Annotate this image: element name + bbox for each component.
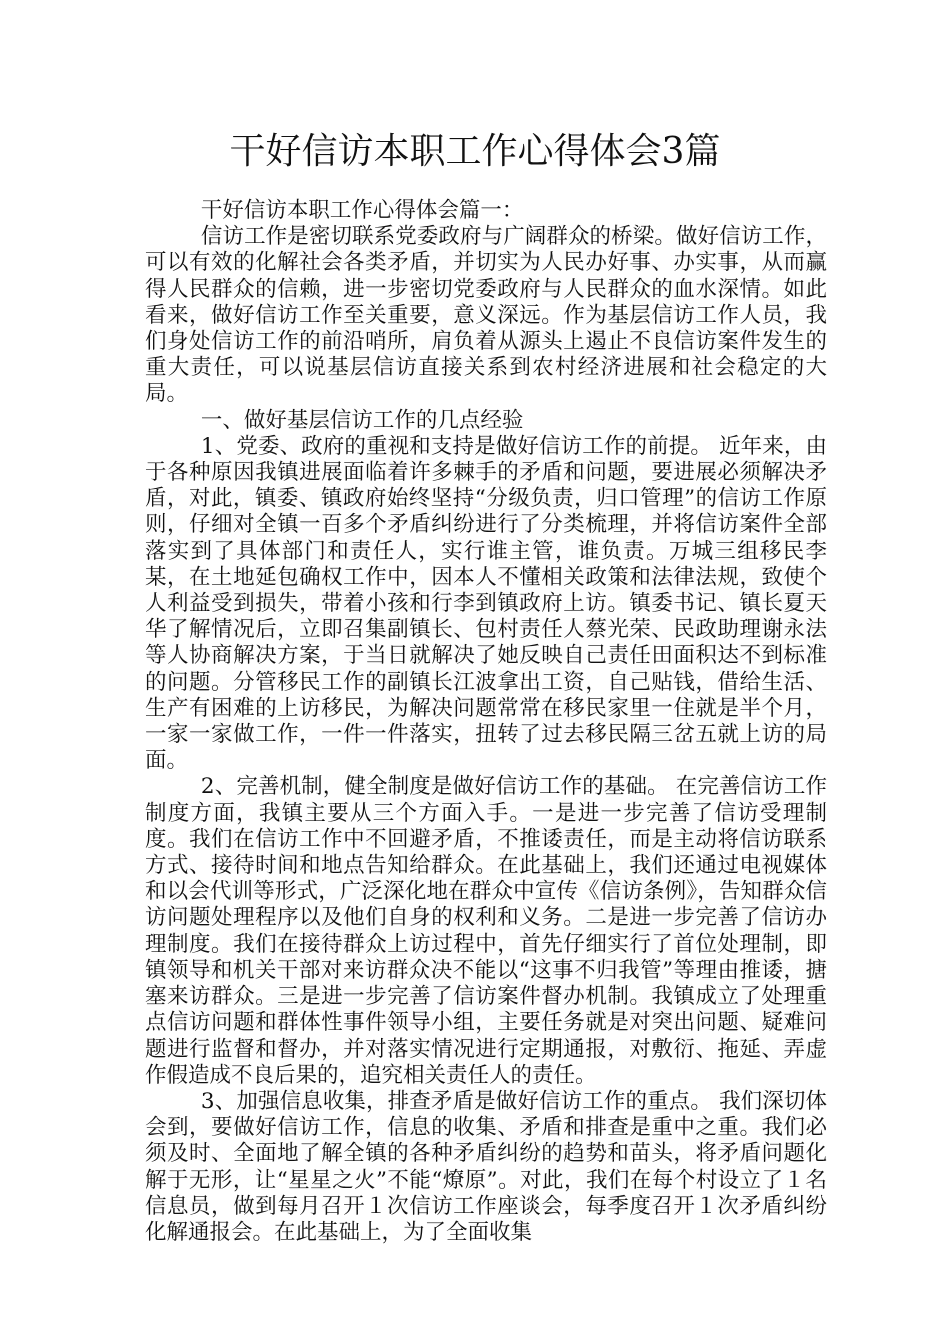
document-title: 干好信访本职工作心得体会3篇 [229, 131, 721, 172]
point-1-paragraph: 1、党委、政府的重视和支持是做好信访工作的前提。 近年来，由于各种原因我镇进展面临着许多棘手的矛盾和问题，要进展必须解决矛盾，对此，镇委、镇政府始终坚持“分级负责，归口管理”的信访工作原则，仔细对全镇一百多个矛盾纠纷进行了分类梳理，并将信访案件全部落实到了具体部门和责任人，实行谁主管，谁负责。万城三组移民李某，在土地延包确权工作中，因本人不懂相关政策和法律法规，致使个人利益受到损失，带着小孩和行李到镇政府上访。镇委书记、镇长夏天华了解情况后，立即召集副镇长、包村责任人蔡光荣、民政助理谢永法等人协商解决方案，于当日就解决了她反映自己责任田面积达不到标准的问题。分管移民工作的副镇长江波拿出工资，自己贴钱，借给生活、生产有困难的上访移民，为解决问题常常在移民家里一住就是半个月，一家一家做工作，一件一件落实，扭转了过去移民隔三岔五就上访的局面。 [145, 433, 827, 774]
document-body [145, 198, 827, 1246]
point-2-paragraph: 2、完善机制，健全制度是做好信访工作的基础。 在完善信访工作制度方面，我镇主要从三个方面入手。一是进一步完善了信访受理制度。我们在信访工作中不回避矛盾，不推诿责任，而是主动将信访联系方式、接待时间和地点告知给群众。在此基础上，我们还通过电视媒体和以会代训等形式，广泛深化地在群众中宣传《信访条例》，告知群众信访问题处理程序以及他们自身的权利和义务。二是进一步完善了信访办理制度。我们在接待群众上访过程中，首先仔细实行了首位处理制，即镇领导和机关干部对来访群众决不能以“这事不归我管”等理由推诿，搪塞来访群众。三是进一步完善了信访案件督办机制。我镇成立了处理重点信访问题和群体性事件领导小组，主要任务就是对突出问题、疑难问题进行监督和督办，并对落实情况进行定期通报，对敷衍、拖延、弄虚作假造成不良后果的，追究相关责任人的责任。 [145, 774, 827, 1088]
subheading-experience: 一、做好基层信访工作的几点经验 [200, 407, 524, 433]
intro-paragraph: 信访工作是密切联系党委政府与广阔群众的桥梁。做好信访工作，可以有效的化解社会各类矛盾，并切实为人民办好事、办实事，从而赢得人民群众的信赖，进一步密切党委政府与人民群众的血水深情。如此看来，做好信访工作至关重要，意义深远。作为基层信访工作人员，我们身处信访工作的前沿哨所，肩负着从源头上遏止不良信访案件发生的重大责任，可以说基层信访直接关系到农村经济进展和社会稳定的大局。 [145, 224, 827, 407]
section-heading-part-one: 干好信访本职工作心得体会篇一： [200, 198, 524, 223]
point-3-paragraph: 3、加强信息收集，排查矛盾是做好信访工作的重点。 我们深切体会到，要做好信访工作，信息的收集、矛盾和排查是重中之重。我们必须及时、全面地了解全镇的各种矛盾纠纷的趋势和苗头，将矛盾问题化解于无形，让“星星之火”不能“燎原”。对此，我们在每个村设立了１名信息员，做到每月召开１次信访工作座谈会，每季度召开１次矛盾纠纷化解通报会。在此基础上，为了全面收集 [145, 1088, 827, 1245]
